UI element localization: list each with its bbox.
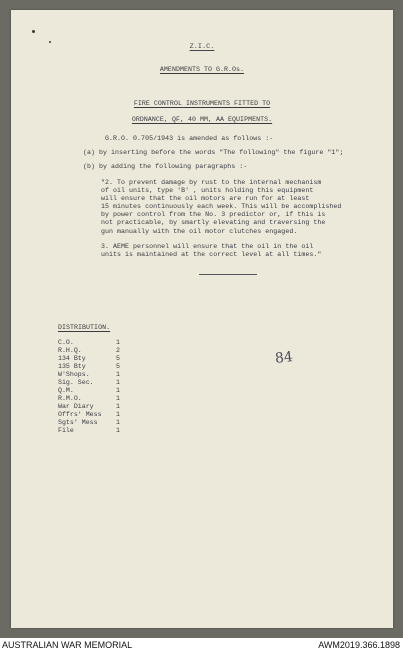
paragraph-line: units is maintained at the correct level at all times."	[101, 251, 322, 259]
recipient: C.O.	[58, 339, 74, 346]
recipient: R.M.O.	[58, 395, 82, 402]
recipient: R.H.Q.	[58, 347, 82, 354]
distribution-row	[58, 355, 148, 363]
handwritten-folio-number: 84	[274, 349, 294, 367]
recipient: Sig. Sec.	[58, 379, 94, 386]
distribution-row	[58, 395, 148, 403]
copies: 5	[116, 355, 120, 362]
recipient: Q.M.	[58, 387, 74, 394]
amendment-item-b: (b) by adding the following paragraphs :-	[83, 163, 248, 170]
copies: 1	[116, 379, 120, 386]
distribution-row	[58, 419, 148, 427]
paragraph-line: of oil units, type 'B' , units holding this equipment	[101, 187, 314, 195]
document-reference: Z.I.C.	[189, 43, 215, 51]
amendment-intro: G.R.O. 0.705/1943 is amended as follows :-	[105, 135, 274, 142]
copies: 1	[116, 403, 120, 410]
distribution-row	[58, 363, 148, 371]
footer-institution: AUSTRALIAN WAR MEMORIAL	[2, 640, 133, 650]
distribution-row	[58, 387, 148, 395]
paragraph-line: "2. To prevent damage by rust to the internal mechanism	[101, 179, 322, 186]
paragraph-2	[101, 179, 341, 236]
document-heading: AMENDMENTS TO G.R.Os.	[159, 66, 245, 73]
recipient: 135 Bty	[58, 363, 86, 370]
section-divider	[199, 274, 257, 275]
paragraph-line: 15 minutes continuously each week. This will be accomplished	[101, 203, 342, 211]
distribution-title: DISTRIBUTION.	[58, 324, 111, 331]
recipient: 134 Bty	[58, 355, 86, 362]
paragraph-line: not practicable, by smartly elevating and traversing the	[101, 219, 326, 227]
paragraph-line: by power control from the No. 3 predictor or, if this is	[101, 211, 326, 219]
copies: 1	[116, 339, 120, 346]
paragraph-3	[101, 243, 321, 259]
paragraph-line: 3. AEME personnel will ensure that the oil in the oil	[101, 243, 314, 250]
recipient: Sgts' Mess	[58, 419, 98, 426]
distribution-row	[58, 347, 148, 355]
copies: 1	[116, 411, 120, 418]
recipient: Offrs' Mess	[58, 411, 102, 418]
copies: 2	[116, 347, 120, 354]
subject-heading-line-1: FIRE CONTROL INSTRUMENTS FITTED TO	[133, 100, 271, 107]
document-page	[11, 10, 393, 628]
recipient: War Diary	[58, 403, 94, 410]
footer-bar	[0, 638, 403, 653]
distribution-row	[58, 379, 148, 387]
recipient: File	[58, 427, 74, 434]
distribution-row	[58, 339, 148, 347]
distribution-row	[58, 403, 148, 411]
paragraph-line: gun manually with the oil motor clutches engaged.	[101, 227, 298, 235]
punch-hole-mark	[32, 30, 35, 33]
copies: 1	[116, 419, 120, 426]
copies: 1	[116, 387, 120, 394]
recipient: W'Shops.	[58, 371, 90, 378]
distribution-row	[58, 427, 148, 435]
subject-heading-line-2: ORDNANCE, QF, 40 MM, AA EQUIPMENTS.	[131, 116, 273, 123]
copies: 1	[116, 395, 120, 402]
amendment-item-a: (a) by inserting before the words "The following" the figure "1";	[83, 149, 344, 156]
copies: 5	[116, 363, 120, 370]
footer-accession-number: AWM2019.366.1898	[318, 640, 400, 650]
paragraph-line: will ensure that the oil motors are run for at least	[101, 195, 310, 203]
copies: 1	[116, 371, 120, 378]
copies: 1	[116, 427, 120, 434]
distribution-row	[58, 371, 148, 379]
distribution-row	[58, 411, 148, 419]
